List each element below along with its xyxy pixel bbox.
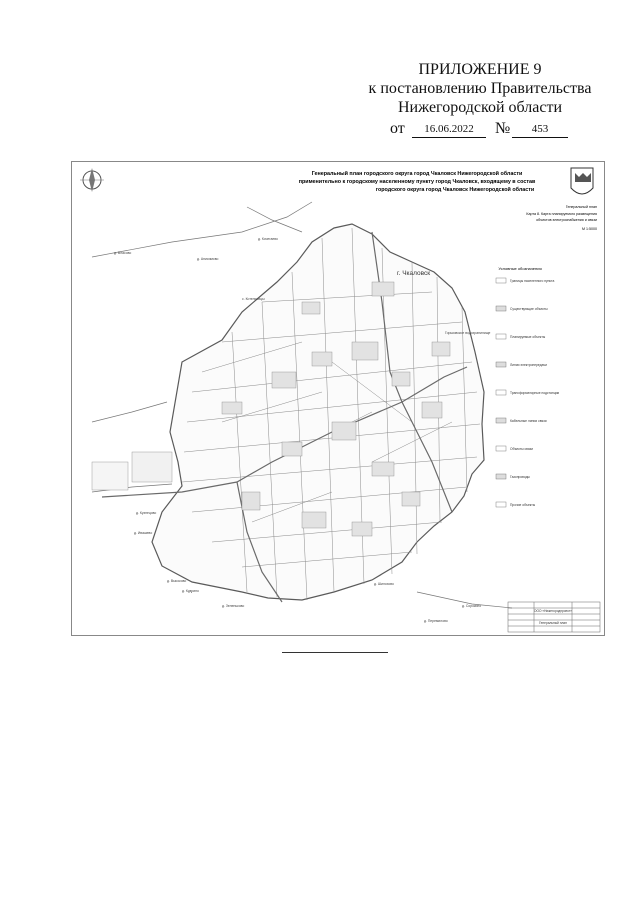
north-arrow-icon xyxy=(80,168,104,192)
reservoir-label: Горьковское водохранилище xyxy=(445,331,491,335)
map-title-1: Генеральный план городского округа город Чкаловск Нижегородской области xyxy=(311,171,523,177)
legend-item: Линии электропередачи xyxy=(510,363,547,367)
legend-item: Планируемые объекты xyxy=(510,335,546,339)
village-label: д. Кочегаево xyxy=(258,237,278,241)
map-title-3: городского округа город Чкаловск Нижегородской области xyxy=(375,187,535,193)
general-plan-map xyxy=(71,161,605,636)
closing-rule xyxy=(282,652,388,653)
decree-number: 453 xyxy=(512,121,568,138)
side-note-3: объектов электроснабжения и связи xyxy=(536,218,597,222)
side-note-2: Карта 8. Карта планируемого размещения xyxy=(526,212,597,216)
village-label: д. Сорокино xyxy=(462,604,482,608)
legend-swatch xyxy=(496,390,506,395)
legend-item: Газопроводы xyxy=(510,475,530,479)
legend-swatch xyxy=(496,362,506,367)
decree-date: 16.06.2022 xyxy=(412,121,486,138)
document-header xyxy=(360,60,600,139)
legend-swatch xyxy=(496,418,506,423)
appendix-title: ПРИЛОЖЕНИЕ 9 xyxy=(418,61,542,78)
side-note-4: М 1:5000 xyxy=(582,227,597,231)
map-legend xyxy=(496,266,559,507)
village-label: д. Власово xyxy=(114,251,132,255)
village-label: д. Зеленьково xyxy=(222,604,245,608)
map-drawing xyxy=(72,162,604,635)
village-label: д. Анисимово xyxy=(197,257,219,261)
village-label: д. Кузнецово xyxy=(136,511,157,515)
city-emblem-icon xyxy=(571,168,593,194)
village-label: д. Перемилово xyxy=(424,619,448,623)
legend-item: Трансформаторные подстанции xyxy=(510,391,560,395)
legend-swatch xyxy=(496,334,506,339)
legend-item: Границы населенного пункта xyxy=(510,279,555,283)
from-label: от xyxy=(390,120,405,137)
city-label: г. Чкаловск xyxy=(397,270,431,277)
legend-item: Кабельные линии связи xyxy=(510,419,547,423)
legend-swatch xyxy=(496,306,506,311)
side-note-1: Генеральный план xyxy=(565,205,597,209)
legend-item: Существующие объекты xyxy=(510,307,548,311)
decree-line: к постановлению Правительства xyxy=(368,80,592,97)
map-title-2: применительно к городскому населенному пункту город Чкаловск, входящему в состав xyxy=(298,179,536,185)
region-line: Нижегородской области xyxy=(397,99,562,116)
number-label: № xyxy=(495,120,511,137)
village-label: д. Шилохово xyxy=(374,582,394,586)
stamp-line-2: Генеральный план xyxy=(539,621,567,625)
title-block-stamp xyxy=(508,602,600,632)
village-label: д. Кудрино xyxy=(182,589,199,593)
village-label: д. Высоково xyxy=(167,579,187,583)
village-label: с. Котельницы xyxy=(242,297,265,301)
date-line xyxy=(360,119,600,139)
legend-item: Прочие объекты xyxy=(510,503,536,507)
village-label: д. Ивашево xyxy=(134,531,153,535)
legend-title: Условные обозначения xyxy=(498,266,542,271)
legend-item: Объекты связи xyxy=(510,447,534,451)
stamp-line-1: ООО «Нижегородпроект» xyxy=(534,609,572,613)
legend-swatch xyxy=(496,446,506,451)
legend-swatch xyxy=(496,474,506,479)
legend-swatch xyxy=(496,502,506,507)
legend-swatch xyxy=(496,278,506,283)
